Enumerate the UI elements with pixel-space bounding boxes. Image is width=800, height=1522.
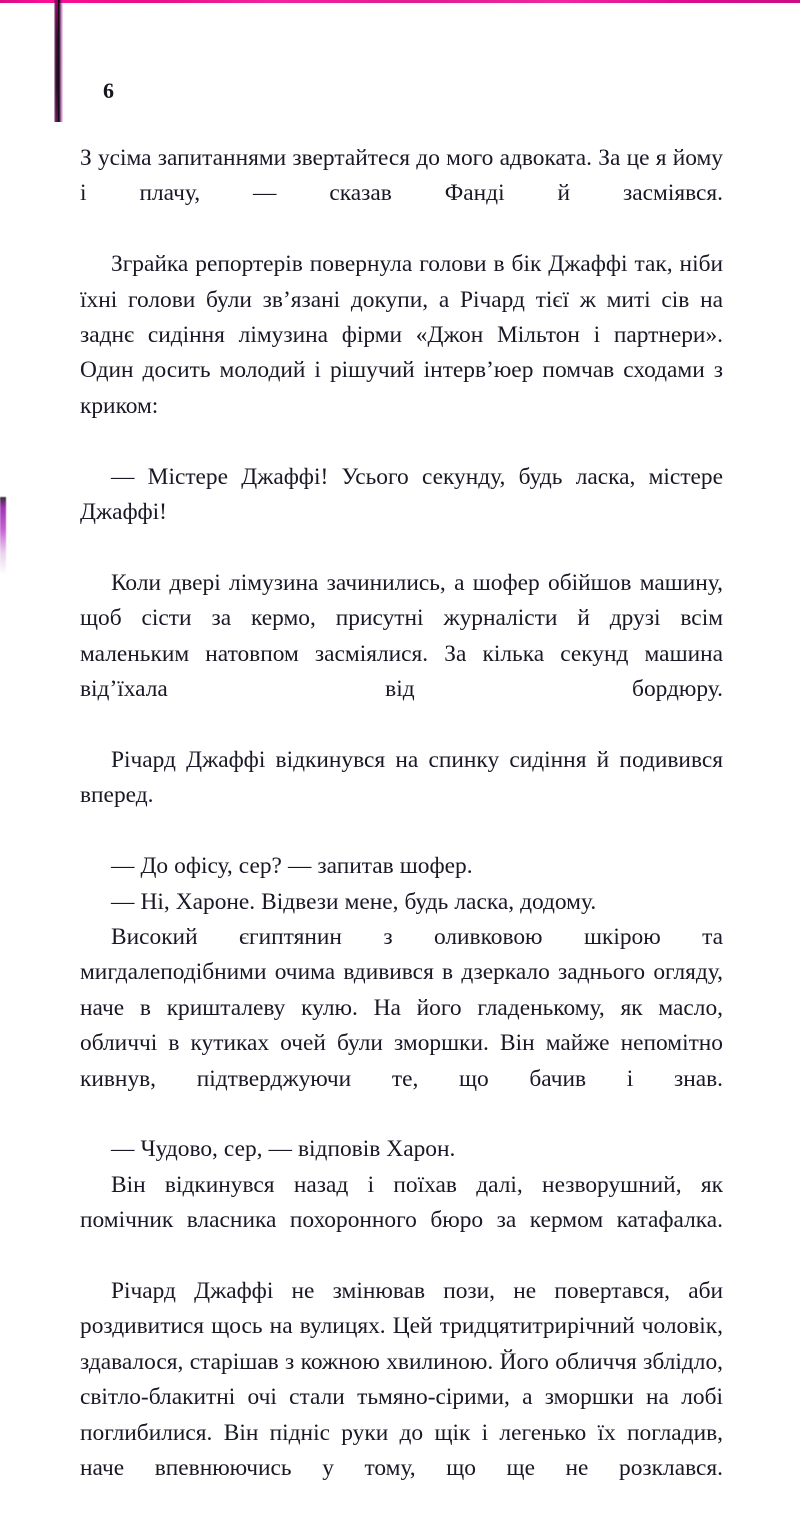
paragraph: З усіма запитаннями звертайтеся до мого адвоката. За це я йому і плачу, — сказав Фанді й засміявся.	[80, 145, 723, 207]
paragraph: Річард Джаффі не змінював пози, не повертався, аби роздивитися щось на вулицях. Цей тридцятитрирічний чоловік, здавалося, старішав з кожною хвилиною. Його обличчя зблідло, світло-блакитні очі стали тьмяно-сірими, а зморшки на лобі поглибилися. Він підніс руки до щік і легенько їх погладив, наче впевнюючись у тому, що ще не розклався.	[80, 1278, 723, 1482]
paragraph: Зграйка репортерів повернула голови в бік Джаффі так, ніби їхні голови були зв’язані докупи, а Річард тієї ж миті сів на заднє сидіння лімузина фірми «Джон Мільтон і партнери». Один досить молодий і рішучий інтерв’юер помчав сходами з криком:	[80, 251, 723, 419]
page-number: 6	[103, 78, 115, 103]
paragraph: — Містере Джаффі! Усього секунду, будь ласка, містере Джаффі!	[80, 463, 723, 526]
paragraph: Коли двері лімузина зачинились, а шофер обійшов машину, щоб сісти за кермо, присутні журналісти й друзі всім маленьким натовпом засміялися. За кілька секунд машина від’їхала від бордюру.	[80, 569, 723, 703]
paragraph: — Чудово, сер, — відповів Харон.	[111, 1136, 456, 1163]
book-spine-shadow-artifact	[54, 0, 63, 122]
paragraph: Річард Джаффі відкинувся на спинку сидіння й подивився вперед.	[80, 746, 723, 809]
paragraph: Високий єгиптянин з оливковою шкірою та мигдалеподібними очима вдивився в дзеркало заднього огляду, наче в кришталеву кулю. На його гладенькому, як масло, обличчі в кутиках очей були зморшки. Він майже непомітно кивнув, підтверджуючи те, що бачив і знав.	[80, 923, 723, 1092]
paragraph: — До офісу, сер? — запитав шофер.	[111, 853, 473, 880]
body-text-block	[80, 141, 723, 1522]
paragraph: — Ні, Хароне. Відвези мене, будь ласка, додому.	[111, 888, 597, 915]
paragraph: Він відкинувся назад і поїхав далі, незворушний, як помічник власника похоронного бюро за кермом катафалка.	[80, 1171, 723, 1234]
scan-top-edge-artifact	[0, 0, 800, 3]
scan-left-edge-smudge-artifact	[0, 497, 6, 573]
